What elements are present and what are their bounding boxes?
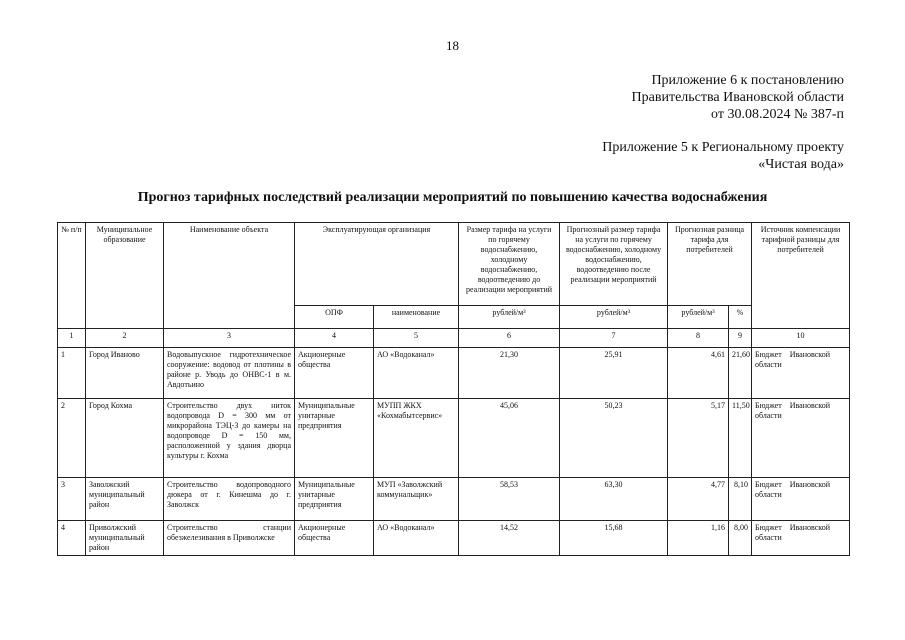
row-source-a: Бюджет <box>755 523 782 532</box>
row-source <box>752 348 850 399</box>
row-municipality: Город Кохма <box>86 399 164 478</box>
row-opf: Акционерные общества <box>295 348 374 399</box>
row-org-name: МУПП ЖКХ «Кохмабытсервис» <box>374 399 459 478</box>
row-source <box>752 521 850 556</box>
col-number: 10 <box>752 329 850 348</box>
col-number: 5 <box>374 329 459 348</box>
row-diff-rub: 4,61 <box>668 348 729 399</box>
row-source <box>752 478 850 521</box>
row-tariff-after: 15,68 <box>560 521 668 556</box>
row-num: 3 <box>58 478 86 521</box>
header-opf: ОПФ <box>295 306 374 329</box>
row-opf: Муниципальные унитарные предприятия <box>295 399 374 478</box>
row-object: Строительство водопроводного дюкера от г. Кинешма до г. Заволжск <box>164 478 295 521</box>
col-number: 2 <box>86 329 164 348</box>
col-number: 9 <box>729 329 752 348</box>
column-number-row <box>58 329 850 348</box>
row-org-name: АО «Водоканал» <box>374 348 459 399</box>
row-diff-pct: 21,60 <box>729 348 752 399</box>
table-row <box>58 478 850 521</box>
header-unit-after: рублей/м³ <box>560 306 668 329</box>
row-municipality: Заволжский муниципальный район <box>86 478 164 521</box>
col-number: 6 <box>459 329 560 348</box>
row-opf: Акционерные общества <box>295 521 374 556</box>
row-tariff-after: 63,30 <box>560 478 668 521</box>
row-source-c: области <box>755 533 782 542</box>
row-source-b: Ивановской <box>789 480 831 489</box>
row-tariff-after: 50,23 <box>560 399 668 478</box>
row-diff-rub: 1,16 <box>668 521 729 556</box>
row-source-b: Ивановской <box>789 350 831 359</box>
col-number: 1 <box>58 329 86 348</box>
row-num: 1 <box>58 348 86 399</box>
row-diff-pct: 11,50 <box>729 399 752 478</box>
col-number: 7 <box>560 329 668 348</box>
header-operator: Эксплуатирующая организация <box>295 223 459 306</box>
header-object: Наименование объекта <box>164 223 295 329</box>
row-org-name: АО «Водоканал» <box>374 521 459 556</box>
header-num: № п/п <box>58 223 86 329</box>
row-source-a: Бюджет <box>755 480 782 489</box>
col-number: 3 <box>164 329 295 348</box>
table-row <box>58 399 850 478</box>
appendix-6-header <box>632 72 844 123</box>
row-municipality: Город Иваново <box>86 348 164 399</box>
header-unit-diff: рублей/м³ <box>668 306 729 329</box>
appendix-6-line-3: от 30.08.2024 № 387-п <box>711 107 844 122</box>
row-num: 2 <box>58 399 86 478</box>
row-object: Строительство двух ниток водопровода D = 300 мм от микрорайона ТЭЦ-3 до камеры на водопроводе D = 150 мм, расположенной у здания дворца культуры г. Кохма <box>164 399 295 478</box>
row-tariff-before: 14,52 <box>459 521 560 556</box>
row-num: 4 <box>58 521 86 556</box>
header-tariff-size: Размер тарифа на услуги по горячему водоснабжению, холодному водоснабжению, водоотведению до реализации мероприятий <box>459 223 560 306</box>
appendix-5-line-1: Приложение 5 к Региональному проекту <box>602 140 844 155</box>
row-diff-pct: 8,00 <box>729 521 752 556</box>
header-municipality: Муниципальное образование <box>86 223 164 329</box>
header-percent: % <box>729 306 752 329</box>
row-tariff-after: 25,91 <box>560 348 668 399</box>
header-tariff-diff: Прогнозная разница тарифа для потребителей <box>668 223 752 306</box>
table-row <box>58 348 850 399</box>
page-number: 18 <box>446 38 459 53</box>
row-source-a: Бюджет <box>755 350 782 359</box>
row-source-c: области <box>755 490 782 499</box>
row-municipality: Приволжский муниципальный район <box>86 521 164 556</box>
header-unit-before: рублей/м³ <box>459 306 560 329</box>
header-name: наименование <box>374 306 459 329</box>
appendix-5-header <box>602 139 844 173</box>
appendix-6-line-1: Приложение 6 к постановлению <box>651 73 844 88</box>
row-diff-pct: 8,10 <box>729 478 752 521</box>
appendix-6-line-2: Правительства Ивановской области <box>631 90 844 105</box>
col-number: 4 <box>295 329 374 348</box>
row-diff-rub: 5,17 <box>668 399 729 478</box>
header-compensation: Источник компенсации тарифной разницы для потребителей <box>752 223 850 329</box>
row-diff-rub: 4,77 <box>668 478 729 521</box>
row-tariff-before: 21,30 <box>459 348 560 399</box>
tariff-forecast-table <box>57 222 850 556</box>
row-object: Строительство станции обезжелезивания в Приволжске <box>164 521 295 556</box>
appendix-5-line-2: «Чистая вода» <box>758 157 844 172</box>
row-source-b: Ивановской <box>789 401 831 410</box>
row-org-name: МУП «Заволжский коммунальщик» <box>374 478 459 521</box>
col-number: 8 <box>668 329 729 348</box>
row-source-c: области <box>755 411 782 420</box>
row-source-c: области <box>755 360 782 369</box>
row-source-a: Бюджет <box>755 401 782 410</box>
row-tariff-before: 45,06 <box>459 399 560 478</box>
row-tariff-before: 58,53 <box>459 478 560 521</box>
table-header-row <box>58 223 850 306</box>
row-source <box>752 399 850 478</box>
row-source-b: Ивановской <box>789 523 831 532</box>
row-object: Водовыпускное гидротехническое сооружение: водовод от плотины в районе р. Уводь до ОНВС-1 в м. Авдотьино <box>164 348 295 399</box>
row-opf: Муниципальные унитарные предприятия <box>295 478 374 521</box>
header-tariff-forecast: Прогнозный размер тарифа на услуги по горячему водоснабжению, холодному водоснабжению, водоотведению после реализации мероприятий <box>560 223 668 306</box>
table-row <box>58 521 850 556</box>
document-title: Прогноз тарифных последствий реализации мероприятий по повышению качества водоснабжения <box>137 190 768 205</box>
